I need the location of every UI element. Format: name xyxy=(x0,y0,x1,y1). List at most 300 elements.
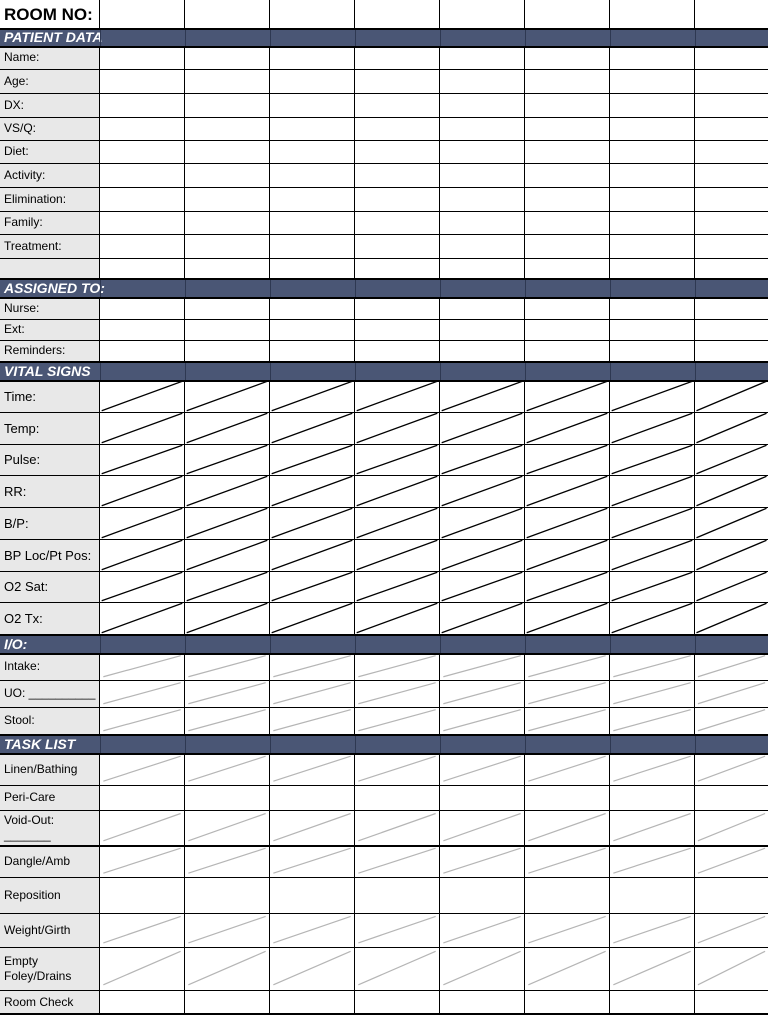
entry-cell[interactable] xyxy=(100,0,185,28)
entry-cell[interactable] xyxy=(440,602,525,634)
header-divider xyxy=(610,278,611,297)
entry-cell[interactable] xyxy=(695,0,768,28)
entry-cell[interactable] xyxy=(695,187,768,211)
entry-cell[interactable] xyxy=(355,539,440,571)
entry-cell[interactable] xyxy=(355,785,440,810)
entry-cell[interactable] xyxy=(440,187,525,211)
entry-cell[interactable] xyxy=(100,117,185,140)
entry-cell[interactable] xyxy=(525,187,610,211)
entry-cell[interactable] xyxy=(440,539,525,571)
entry-cell[interactable] xyxy=(440,69,525,93)
entry-cell[interactable] xyxy=(610,117,695,140)
entry-cell[interactable] xyxy=(185,602,270,634)
form-row xyxy=(0,258,768,278)
form-row xyxy=(0,140,768,163)
entry-cell[interactable] xyxy=(440,571,525,602)
entry-cell[interactable] xyxy=(185,507,270,539)
entry-cell[interactable] xyxy=(525,753,610,785)
entry-cell[interactable] xyxy=(185,444,270,475)
entry-cell[interactable] xyxy=(610,990,695,1014)
row-rule xyxy=(0,297,768,299)
entry-cell[interactable] xyxy=(525,947,610,990)
entry-cell[interactable] xyxy=(440,93,525,117)
entry-cell[interactable] xyxy=(695,845,768,877)
entry-cell[interactable] xyxy=(100,877,185,913)
entry-cell[interactable] xyxy=(525,69,610,93)
entry-cell[interactable] xyxy=(440,653,525,680)
form-row xyxy=(0,117,768,140)
entry-cell[interactable] xyxy=(185,990,270,1014)
entry-cell[interactable] xyxy=(355,258,440,278)
entry-cell[interactable] xyxy=(355,0,440,28)
entry-cell[interactable] xyxy=(100,507,185,539)
entry-cell[interactable] xyxy=(185,93,270,117)
entry-cell[interactable] xyxy=(610,297,695,319)
entry-cell[interactable] xyxy=(695,753,768,785)
entry-cell[interactable] xyxy=(100,319,185,340)
row-label: Ext: xyxy=(0,319,100,340)
entry-cell[interactable] xyxy=(525,653,610,680)
entry-cell[interactable] xyxy=(695,117,768,140)
row-label: Reminders: xyxy=(0,340,100,361)
entry-cell[interactable] xyxy=(440,258,525,278)
entry-cell[interactable] xyxy=(610,602,695,634)
entry-cell[interactable] xyxy=(440,810,525,845)
entry-cell[interactable] xyxy=(355,234,440,258)
entry-cell[interactable] xyxy=(355,69,440,93)
entry-cell[interactable] xyxy=(610,507,695,539)
entry-cell[interactable] xyxy=(100,571,185,602)
entry-cell[interactable] xyxy=(185,785,270,810)
entry-cell[interactable] xyxy=(525,475,610,507)
entry-cell[interactable] xyxy=(270,297,355,319)
entry-cell[interactable] xyxy=(270,753,355,785)
header-divider xyxy=(100,734,101,753)
entry-cell[interactable] xyxy=(355,412,440,444)
entry-cell[interactable] xyxy=(270,475,355,507)
entry-cell[interactable] xyxy=(610,69,695,93)
entry-cell[interactable] xyxy=(185,140,270,163)
entry-cell[interactable] xyxy=(355,475,440,507)
entry-cell[interactable] xyxy=(270,163,355,187)
entry-cell[interactable] xyxy=(355,602,440,634)
entry-cell[interactable] xyxy=(355,46,440,69)
entry-cell[interactable] xyxy=(695,93,768,117)
form-row xyxy=(0,297,768,319)
entry-cell[interactable] xyxy=(610,0,695,28)
form-row xyxy=(0,507,768,539)
entry-cell[interactable] xyxy=(270,340,355,361)
row-label: Pulse: xyxy=(0,444,100,475)
entry-cell[interactable] xyxy=(270,234,355,258)
entry-cell[interactable] xyxy=(100,602,185,634)
entry-cell[interactable] xyxy=(185,680,270,707)
form-row xyxy=(0,93,768,117)
entry-cell[interactable] xyxy=(695,913,768,947)
header-divider xyxy=(440,361,441,380)
entry-cell[interactable] xyxy=(525,990,610,1014)
entry-cell[interactable] xyxy=(270,810,355,845)
entry-cell[interactable] xyxy=(525,444,610,475)
entry-cell[interactable] xyxy=(440,211,525,234)
row-rule xyxy=(0,187,768,188)
entry-cell[interactable] xyxy=(610,163,695,187)
row-rule xyxy=(0,163,768,164)
entry-cell[interactable] xyxy=(185,707,270,734)
entry-cell[interactable] xyxy=(100,845,185,877)
entry-cell[interactable] xyxy=(695,653,768,680)
entry-cell[interactable] xyxy=(610,412,695,444)
entry-cell[interactable] xyxy=(355,707,440,734)
entry-cell[interactable] xyxy=(525,211,610,234)
entry-cell[interactable] xyxy=(185,539,270,571)
entry-cell[interactable] xyxy=(355,571,440,602)
entry-cell[interactable] xyxy=(100,444,185,475)
entry-cell[interactable] xyxy=(695,340,768,361)
entry-cell[interactable] xyxy=(695,810,768,845)
entry-cell[interactable] xyxy=(100,46,185,69)
entry-cell[interactable] xyxy=(270,913,355,947)
entry-cell[interactable] xyxy=(355,211,440,234)
entry-cell[interactable] xyxy=(610,380,695,412)
entry-cell[interactable] xyxy=(185,475,270,507)
entry-cell[interactable] xyxy=(610,319,695,340)
entry-cell[interactable] xyxy=(610,187,695,211)
entry-cell[interactable] xyxy=(525,297,610,319)
entry-cell[interactable] xyxy=(610,539,695,571)
entry-cell[interactable] xyxy=(100,707,185,734)
entry-cell[interactable] xyxy=(100,412,185,444)
entry-cell[interactable] xyxy=(100,810,185,845)
entry-cell[interactable] xyxy=(610,46,695,69)
entry-cell[interactable] xyxy=(695,211,768,234)
entry-cell[interactable] xyxy=(440,680,525,707)
entry-cell[interactable] xyxy=(270,211,355,234)
entry-cell[interactable] xyxy=(525,412,610,444)
entry-cell[interactable] xyxy=(440,507,525,539)
entry-cell[interactable] xyxy=(525,340,610,361)
entry-cell[interactable] xyxy=(525,539,610,571)
entry-cell[interactable] xyxy=(355,140,440,163)
entry-cell[interactable] xyxy=(695,602,768,634)
entry-cell[interactable] xyxy=(695,163,768,187)
entry-cell[interactable] xyxy=(440,444,525,475)
entry-cell[interactable] xyxy=(695,297,768,319)
entry-cell[interactable] xyxy=(100,753,185,785)
entry-cell[interactable] xyxy=(440,319,525,340)
entry-cell[interactable] xyxy=(100,211,185,234)
entry-cell[interactable] xyxy=(440,785,525,810)
entry-cell[interactable] xyxy=(440,297,525,319)
entry-cell[interactable] xyxy=(695,380,768,412)
entry-cell[interactable] xyxy=(270,539,355,571)
entry-cell[interactable] xyxy=(525,507,610,539)
entry-cell[interactable] xyxy=(270,319,355,340)
entry-cell[interactable] xyxy=(525,380,610,412)
task-label: Linen/Bathing xyxy=(0,753,100,785)
entry-cell[interactable] xyxy=(695,877,768,913)
row-rule xyxy=(0,234,768,235)
entry-cell[interactable] xyxy=(695,46,768,69)
entry-cell[interactable] xyxy=(185,810,270,845)
row-rule xyxy=(0,913,768,914)
section-header-patient-data xyxy=(0,28,768,46)
entry-cell[interactable] xyxy=(270,602,355,634)
header-divider xyxy=(270,361,271,380)
row-rule xyxy=(0,990,768,991)
entry-cell[interactable] xyxy=(695,571,768,602)
entry-cell[interactable] xyxy=(610,707,695,734)
entry-cell[interactable] xyxy=(440,990,525,1014)
form-row xyxy=(0,653,768,680)
entry-cell[interactable] xyxy=(185,319,270,340)
entry-cell[interactable] xyxy=(440,234,525,258)
entry-cell[interactable] xyxy=(185,412,270,444)
entry-cell[interactable] xyxy=(185,340,270,361)
entry-cell[interactable] xyxy=(610,785,695,810)
header-divider xyxy=(610,28,611,46)
entry-cell[interactable] xyxy=(185,913,270,947)
task-label: Peri-Care xyxy=(0,785,100,810)
entry-cell[interactable] xyxy=(100,163,185,187)
entry-cell[interactable] xyxy=(525,140,610,163)
entry-cell[interactable] xyxy=(440,380,525,412)
entry-cell[interactable] xyxy=(525,93,610,117)
entry-cell[interactable] xyxy=(270,990,355,1014)
entry-cell[interactable] xyxy=(525,680,610,707)
entry-cell[interactable] xyxy=(440,0,525,28)
entry-cell[interactable] xyxy=(525,234,610,258)
entry-cell[interactable] xyxy=(610,140,695,163)
entry-cell[interactable] xyxy=(185,69,270,93)
entry-cell[interactable] xyxy=(270,707,355,734)
entry-cell[interactable] xyxy=(100,297,185,319)
entry-cell[interactable] xyxy=(100,340,185,361)
entry-cell[interactable] xyxy=(695,507,768,539)
entry-cell[interactable] xyxy=(185,297,270,319)
entry-cell[interactable] xyxy=(610,340,695,361)
entry-cell[interactable] xyxy=(185,845,270,877)
entry-cell[interactable] xyxy=(185,211,270,234)
entry-cell[interactable] xyxy=(270,653,355,680)
entry-cell[interactable] xyxy=(525,46,610,69)
entry-cell[interactable] xyxy=(270,680,355,707)
entry-cell[interactable] xyxy=(610,913,695,947)
entry-cell[interactable] xyxy=(525,913,610,947)
entry-cell[interactable] xyxy=(270,507,355,539)
entry-cell[interactable] xyxy=(185,258,270,278)
entry-cell[interactable] xyxy=(100,680,185,707)
entry-cell[interactable] xyxy=(355,913,440,947)
entry-cell[interactable] xyxy=(270,187,355,211)
entry-cell[interactable] xyxy=(440,707,525,734)
entry-cell[interactable] xyxy=(185,234,270,258)
entry-cell[interactable] xyxy=(185,187,270,211)
entry-cell[interactable] xyxy=(100,140,185,163)
entry-cell[interactable] xyxy=(440,46,525,69)
entry-cell[interactable] xyxy=(185,163,270,187)
entry-cell[interactable] xyxy=(270,46,355,69)
entry-cell[interactable] xyxy=(525,319,610,340)
header-divider xyxy=(100,634,101,653)
entry-cell[interactable] xyxy=(100,653,185,680)
entry-cell[interactable] xyxy=(695,258,768,278)
entry-cell[interactable] xyxy=(695,947,768,990)
entry-cell[interactable] xyxy=(695,539,768,571)
form-row xyxy=(0,211,768,234)
entry-cell[interactable] xyxy=(270,947,355,990)
entry-cell[interactable] xyxy=(525,877,610,913)
entry-cell[interactable] xyxy=(695,785,768,810)
entry-cell[interactable] xyxy=(610,211,695,234)
entry-cell[interactable] xyxy=(610,653,695,680)
entry-cell[interactable] xyxy=(185,46,270,69)
entry-cell[interactable] xyxy=(355,444,440,475)
entry-cell[interactable] xyxy=(100,93,185,117)
entry-cell[interactable] xyxy=(100,947,185,990)
entry-cell[interactable] xyxy=(355,947,440,990)
entry-cell[interactable] xyxy=(440,117,525,140)
entry-cell[interactable] xyxy=(355,810,440,845)
entry-cell[interactable] xyxy=(185,380,270,412)
entry-cell[interactable] xyxy=(525,602,610,634)
entry-cell[interactable] xyxy=(355,297,440,319)
entry-cell[interactable] xyxy=(355,990,440,1014)
header-divider xyxy=(270,278,271,297)
entry-cell[interactable] xyxy=(695,444,768,475)
row-label: Nurse: xyxy=(0,297,100,319)
entry-cell[interactable] xyxy=(695,412,768,444)
entry-cell[interactable] xyxy=(610,475,695,507)
entry-cell[interactable] xyxy=(440,947,525,990)
entry-cell[interactable] xyxy=(185,571,270,602)
entry-cell[interactable] xyxy=(440,475,525,507)
entry-cell[interactable] xyxy=(100,785,185,810)
entry-cell[interactable] xyxy=(355,163,440,187)
entry-cell[interactable] xyxy=(355,117,440,140)
entry-cell[interactable] xyxy=(185,877,270,913)
entry-cell[interactable] xyxy=(355,319,440,340)
entry-cell[interactable] xyxy=(695,234,768,258)
row-label: Stool: xyxy=(0,707,100,734)
entry-cell[interactable] xyxy=(525,163,610,187)
entry-cell[interactable] xyxy=(270,117,355,140)
entry-cell[interactable] xyxy=(610,753,695,785)
entry-cell[interactable] xyxy=(440,845,525,877)
entry-cell[interactable] xyxy=(695,680,768,707)
entry-cell[interactable] xyxy=(270,412,355,444)
entry-cell[interactable] xyxy=(610,680,695,707)
entry-cell[interactable] xyxy=(610,258,695,278)
entry-cell[interactable] xyxy=(610,444,695,475)
entry-cell[interactable] xyxy=(270,571,355,602)
entry-cell[interactable] xyxy=(610,947,695,990)
entry-cell[interactable] xyxy=(440,913,525,947)
entry-cell[interactable] xyxy=(270,785,355,810)
entry-cell[interactable] xyxy=(440,877,525,913)
entry-cell[interactable] xyxy=(100,380,185,412)
entry-cell[interactable] xyxy=(695,140,768,163)
entry-cell[interactable] xyxy=(270,258,355,278)
entry-cell[interactable] xyxy=(355,187,440,211)
entry-cell[interactable] xyxy=(355,93,440,117)
entry-cell[interactable] xyxy=(610,877,695,913)
entry-cell[interactable] xyxy=(355,680,440,707)
entry-cell[interactable] xyxy=(355,877,440,913)
entry-cell[interactable] xyxy=(185,653,270,680)
entry-cell[interactable] xyxy=(610,234,695,258)
entry-cell[interactable] xyxy=(440,412,525,444)
entry-cell[interactable] xyxy=(185,0,270,28)
row-rule xyxy=(0,877,768,878)
entry-cell[interactable] xyxy=(355,507,440,539)
entry-cell[interactable] xyxy=(695,319,768,340)
entry-cell[interactable] xyxy=(270,0,355,28)
entry-cell[interactable] xyxy=(440,163,525,187)
entry-cell[interactable] xyxy=(355,845,440,877)
entry-cell[interactable] xyxy=(270,93,355,117)
entry-cell[interactable] xyxy=(610,93,695,117)
entry-cell[interactable] xyxy=(270,877,355,913)
entry-cell[interactable] xyxy=(270,444,355,475)
entry-cell[interactable] xyxy=(270,845,355,877)
entry-cell[interactable] xyxy=(525,117,610,140)
entry-cell[interactable] xyxy=(185,947,270,990)
entry-cell[interactable] xyxy=(525,845,610,877)
entry-cell[interactable] xyxy=(355,340,440,361)
form-row xyxy=(0,187,768,211)
entry-cell[interactable] xyxy=(525,571,610,602)
entry-cell[interactable] xyxy=(695,707,768,734)
entry-cell[interactable] xyxy=(185,117,270,140)
entry-cell[interactable] xyxy=(610,810,695,845)
entry-cell[interactable] xyxy=(695,69,768,93)
section-header-vital-signs xyxy=(0,361,768,380)
entry-cell[interactable] xyxy=(100,990,185,1014)
entry-cell[interactable] xyxy=(525,0,610,28)
entry-cell[interactable] xyxy=(355,380,440,412)
entry-cell[interactable] xyxy=(355,753,440,785)
entry-cell[interactable] xyxy=(610,571,695,602)
entry-cell[interactable] xyxy=(270,69,355,93)
entry-cell[interactable] xyxy=(440,340,525,361)
entry-cell[interactable] xyxy=(695,475,768,507)
header-divider xyxy=(440,28,441,46)
entry-cell[interactable] xyxy=(525,785,610,810)
entry-cell[interactable] xyxy=(695,990,768,1014)
entry-cell[interactable] xyxy=(100,187,185,211)
entry-cell[interactable] xyxy=(525,258,610,278)
entry-cell[interactable] xyxy=(100,539,185,571)
row-rule xyxy=(0,707,768,708)
entry-cell[interactable] xyxy=(100,475,185,507)
row-rule xyxy=(0,46,768,48)
entry-cell[interactable] xyxy=(610,845,695,877)
form-row xyxy=(0,539,768,571)
entry-cell[interactable] xyxy=(100,69,185,93)
entry-cell[interactable] xyxy=(525,810,610,845)
entry-cell[interactable] xyxy=(440,753,525,785)
entry-cell[interactable] xyxy=(440,140,525,163)
entry-cell[interactable] xyxy=(100,913,185,947)
entry-cell[interactable] xyxy=(270,140,355,163)
entry-cell[interactable] xyxy=(100,258,185,278)
entry-cell[interactable] xyxy=(185,753,270,785)
entry-cell[interactable] xyxy=(100,234,185,258)
entry-cell[interactable] xyxy=(355,653,440,680)
entry-cell[interactable] xyxy=(270,380,355,412)
entry-cell[interactable] xyxy=(525,707,610,734)
